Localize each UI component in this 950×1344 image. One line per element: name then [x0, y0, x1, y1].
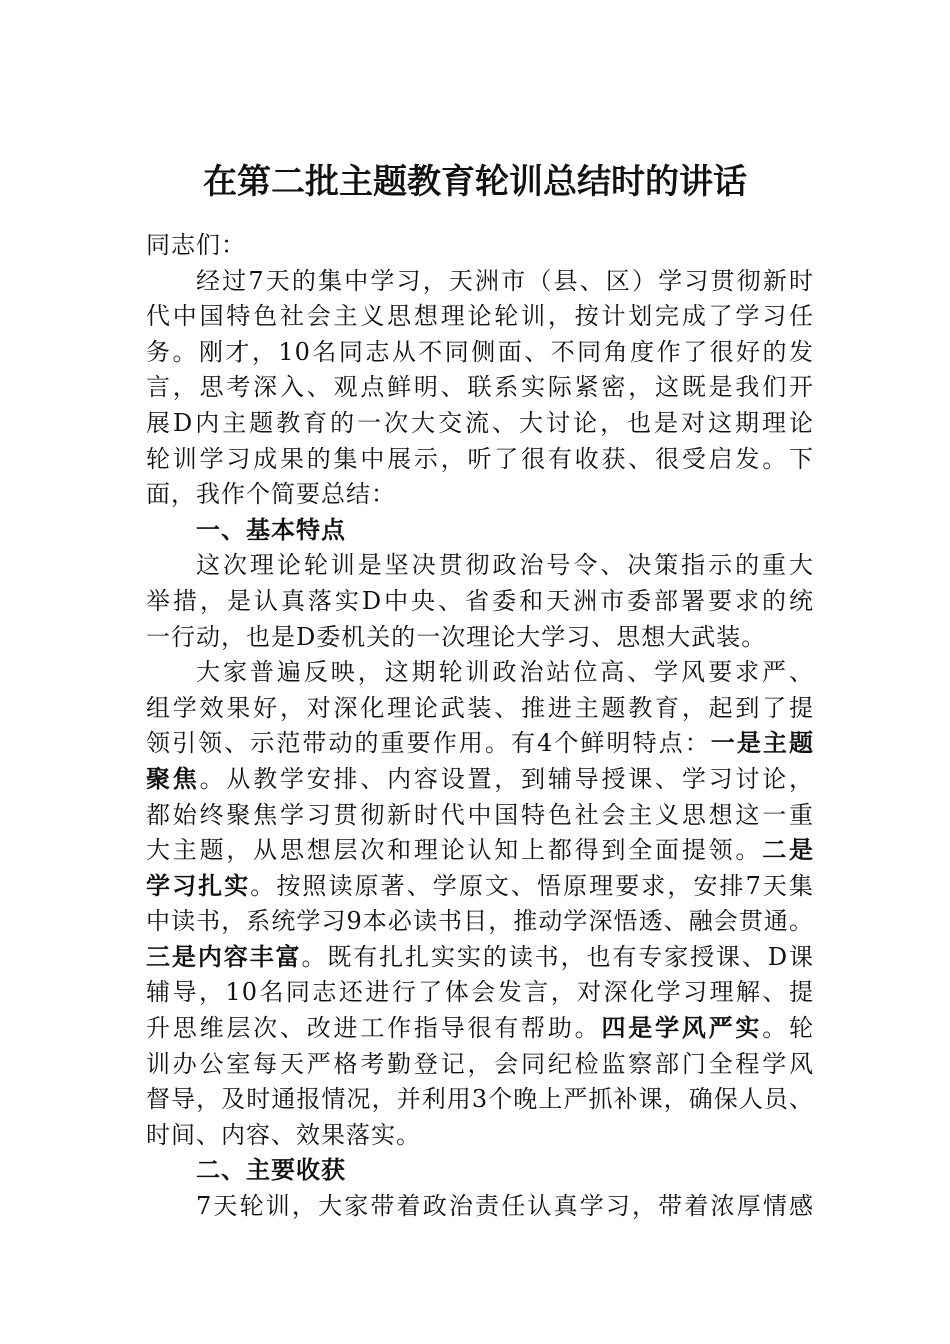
text-run: 。从教学安排、内容设置，到辅导授课、学习讨论， [199, 764, 814, 793]
emphasis-text: 学习扎实 [146, 871, 251, 900]
paragraph-line [146, 869, 814, 905]
text-run: 大主题，从思想层次和理论认知上都得到全面提领。 [146, 836, 763, 865]
paragraph-line: 这次理论轮训是坚决贯彻政治号令、决策指示的重大 [196, 551, 814, 580]
emphasis-text: 四是学风严实 [601, 1014, 763, 1043]
emphasis-text: 一是主题 [710, 729, 814, 758]
text-run: 升思维层次、改进工作指导很有帮助。 [146, 1014, 602, 1043]
paragraph-line: 务。刚才，10名同志从不同侧面、不同角度作了很好的发 [146, 337, 814, 366]
section-heading-basic-features: 一、基本特点 [196, 515, 346, 544]
paragraph-line: 组学效果好，对深化理论武装、推进主题教育，起到了提 [146, 693, 814, 722]
emphasis-text: 聚焦 [146, 764, 200, 793]
paragraph-line: 面，我作个简要总结： [146, 480, 396, 509]
paragraph-line: 轮训学习成果的集中展示，听了很有收获、很受启发。下 [146, 444, 814, 473]
paragraph-line: 中读书，系统学习9本必读书目，推动学深悟透、融会贯通。 [146, 907, 814, 936]
paragraph-line: 展D内主题教育的一次大交流、大讨论，也是对这期理论 [146, 408, 814, 437]
salutation: 同志们： [146, 231, 246, 259]
paragraph-line: 时间、内容、效果落实。 [146, 1120, 421, 1149]
document-title: 在第二批主题教育轮训总结时的讲话 [203, 162, 747, 202]
paragraph-line [146, 940, 814, 976]
paragraph-line [146, 762, 814, 798]
text-run: 。按照读原著、学原文、悟原理要求，安排7天集 [250, 871, 814, 900]
paragraph-line: 一行动，也是D委机关的一次理论大学习、思想大武装。 [146, 622, 767, 651]
section-heading-main-gains: 二、主要收获 [196, 1156, 346, 1185]
paragraph-line: 训办公室每天严格考勤登记，会同纪检监察部门全程学风 [146, 1049, 814, 1078]
paragraph-line [146, 833, 814, 869]
paragraph-line: 大家普遍反映，这期轮训政治站位高、学风要求严、 [196, 658, 814, 687]
text-run: 。既有扎扎实实的读书，也有专家授课、D课 [301, 942, 814, 971]
emphasis-text: 二是 [762, 836, 814, 865]
paragraph-line: 举措，是认真落实D中央、省委和天洲市委部署要求的统 [146, 586, 814, 615]
paragraph-line: 言，思考深入、观点鲜明、联系实际紧密，这既是我们开 [146, 373, 814, 402]
text-run: 领引领、示范带动的重要作用。有4个鲜明特点： [146, 729, 711, 758]
text-run: 。轮 [762, 1014, 814, 1043]
document-body [146, 228, 814, 1225]
paragraph-line: 督导，及时通报情况，并利用3个晚上严抓补课，确保人员、 [146, 1085, 814, 1114]
paragraph-line: 代中国特色社会主义思想理论轮训，按计划完成了学习任 [146, 302, 814, 331]
paragraph-line [146, 726, 814, 762]
paragraph-line: 辅导，10名同志还进行了体会发言，对深化学习理解、提 [146, 978, 814, 1007]
emphasis-text: 三是内容丰富 [146, 942, 302, 971]
paragraph-line [146, 1011, 814, 1047]
paragraph-line: 经过7天的集中学习，天洲市（县、区）学习贯彻新时 [196, 266, 814, 295]
paragraph-line: 都始终聚焦学习贯彻新时代中国特色社会主义思想这一重 [146, 800, 814, 829]
paragraph-line: 7天轮训，大家带着政治责任认真学习，带着浓厚情感 [196, 1192, 814, 1221]
